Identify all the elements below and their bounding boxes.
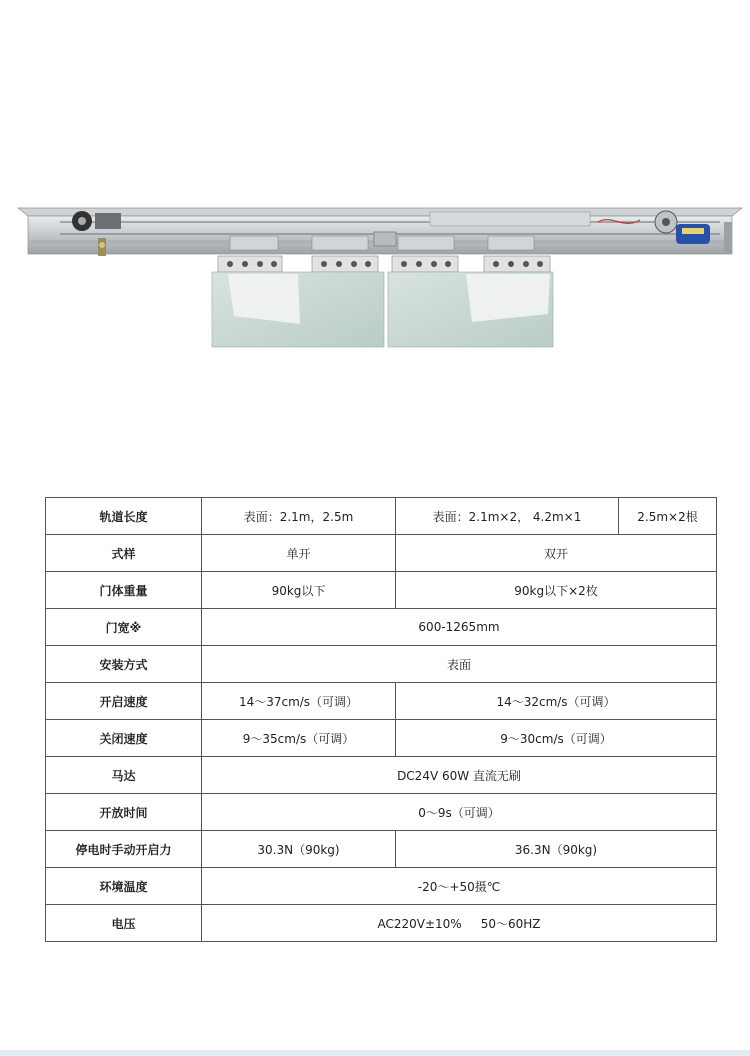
table-row bbox=[46, 498, 717, 535]
table-row bbox=[46, 646, 717, 683]
spec-value: 表面：2.1m×2， 4.2m×1 bbox=[396, 498, 619, 535]
sliding-door-operator-image bbox=[0, 0, 750, 360]
spec-table bbox=[45, 497, 717, 942]
spec-value: 单开 bbox=[202, 535, 396, 572]
spec-label: 停电时手动开启力 bbox=[46, 831, 202, 868]
spec-value: 14～32cm/s（可调） bbox=[396, 683, 717, 720]
spec-value: 600-1265mm bbox=[202, 609, 717, 646]
table-row bbox=[46, 794, 717, 831]
spec-value: AC220V±10% 50～60HZ bbox=[202, 905, 717, 942]
spec-value: 2.5m×2根 bbox=[619, 498, 717, 535]
table-row bbox=[46, 572, 717, 609]
spec-label: 马达 bbox=[46, 757, 202, 794]
spec-label: 式样 bbox=[46, 535, 202, 572]
spec-value: 表面：2.1m，2.5m bbox=[202, 498, 396, 535]
table-row bbox=[46, 535, 717, 572]
table-row bbox=[46, 720, 717, 757]
spec-label: 环境温度 bbox=[46, 868, 202, 905]
spec-value: 9～35cm/s（可调） bbox=[202, 720, 396, 757]
lock-block bbox=[374, 232, 396, 246]
spec-label: 开放时间 bbox=[46, 794, 202, 831]
spec-value: DC24V 60W 直流无刷 bbox=[202, 757, 717, 794]
spec-value: 90kg以下×2枚 bbox=[396, 572, 717, 609]
glass-door-left bbox=[212, 272, 384, 347]
spec-label: 开启速度 bbox=[46, 683, 202, 720]
table-row bbox=[46, 757, 717, 794]
spec-value: 36.3N（90kg) bbox=[396, 831, 717, 868]
spec-label: 轨道长度 bbox=[46, 498, 202, 535]
spec-value: 0～9s（可调） bbox=[202, 794, 717, 831]
table-row bbox=[46, 905, 717, 942]
bottom-divider bbox=[0, 1050, 750, 1056]
spec-label: 门宽※ bbox=[46, 609, 202, 646]
spec-value: 表面 bbox=[202, 646, 717, 683]
spec-label: 电压 bbox=[46, 905, 202, 942]
spec-value: 双开 bbox=[396, 535, 717, 572]
spec-value: 90kg以下 bbox=[202, 572, 396, 609]
spec-label: 安装方式 bbox=[46, 646, 202, 683]
spec-value: 30.3N（90kg) bbox=[202, 831, 396, 868]
spec-label: 关闭速度 bbox=[46, 720, 202, 757]
spec-label: 门体重量 bbox=[46, 572, 202, 609]
table-row bbox=[46, 868, 717, 905]
spec-value: 14～37cm/s（可调） bbox=[202, 683, 396, 720]
controller-box bbox=[430, 212, 590, 226]
glass-door-right bbox=[388, 272, 553, 347]
table-row bbox=[46, 609, 717, 646]
spec-value: 9～30cm/s（可调） bbox=[396, 720, 717, 757]
table-row bbox=[46, 683, 717, 720]
track-rail bbox=[18, 208, 742, 254]
spec-value: -20～+50摄℃ bbox=[202, 868, 717, 905]
table-row bbox=[46, 831, 717, 868]
